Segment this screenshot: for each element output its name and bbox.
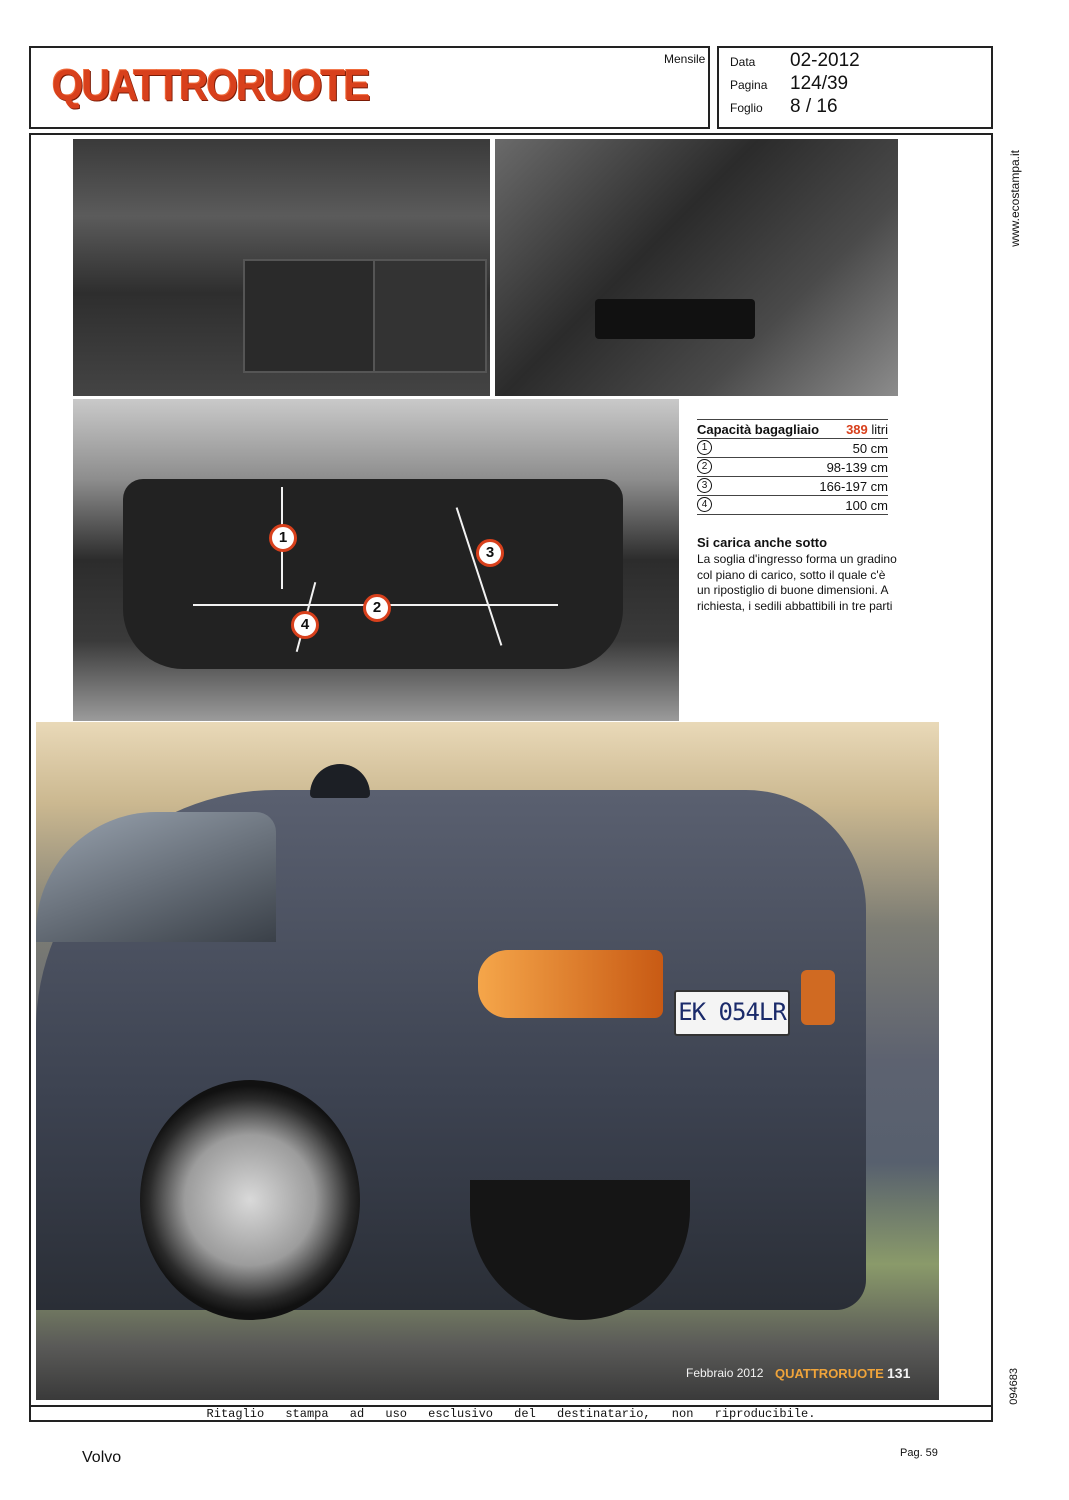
row-number: 2 [697,459,712,474]
magazine-logo: QUATTRORUOTE [52,61,369,110]
table-row [697,458,888,477]
trunk-floor-panel-2 [373,259,487,373]
capacity-number: 389 [846,422,868,437]
trunk-floor-panel [243,259,387,373]
footer-page: Pag. 59 [900,1447,938,1459]
pagina-label: Pagina [730,78,768,92]
periodicity-label: Mensile [664,52,706,66]
row-value: 98-139 cm [826,460,888,475]
caption-title: Si carica anche sotto [697,535,828,550]
issue-date: Febbraio 2012 [686,1366,764,1380]
car-wheel-front [140,1080,360,1320]
capacity-unit: litri [871,422,888,437]
storage-compartment [595,299,755,339]
data-value: 02-2012 [790,50,860,71]
badge-3: 3 [476,539,504,567]
row-number: 3 [697,478,712,493]
side-code: 094683 [1008,1368,1020,1405]
capacity-header-row [697,419,888,439]
photo-trunk-storage [495,139,898,396]
badge-2: 2 [363,594,391,622]
side-url: www.ecostampa.it [1008,150,1022,247]
table-row [697,477,888,496]
issue-magazine: QUATTRORUOTE [775,1366,884,1381]
capacity-value [846,422,888,437]
foglio-value: 8 / 16 [790,96,838,117]
data-label: Data [730,55,756,69]
foglio-label: Foglio [730,101,763,115]
badge-1: 1 [269,524,297,552]
issue-page-number: 131 [887,1365,911,1381]
row-number: 4 [697,497,712,512]
photo-trunk-floor [73,139,490,396]
license-plate: EK 054LR [674,990,790,1036]
capacity-title: Capacità bagagliaio [697,422,820,437]
row-value: 100 cm [845,498,888,513]
capacity-table [697,419,888,515]
car-taillight-left [478,950,663,1018]
copyright-notice: Ritaglio stampa ad uso esclusivo del destinatario, non riproducibile. [29,1405,993,1422]
row-number: 1 [697,440,712,455]
footer-client: Volvo [82,1449,122,1466]
trunk-cavity [123,479,623,669]
photo-trunk-open [73,399,679,721]
table-row [697,439,888,458]
car-taillight-right [801,970,835,1025]
badge-4: 4 [291,611,319,639]
pagina-value: 124/39 [790,73,849,94]
row-value: 166-197 cm [819,479,888,494]
caption-body: La soglia d'ingresso forma un gradino col piano di carico, sotto il quale c'è un ripostiglio di buone dimensioni. A richiesta, i sedili abbattibili in tre parti [697,552,897,613]
table-row [697,496,888,515]
row-value: 50 cm [852,441,888,456]
